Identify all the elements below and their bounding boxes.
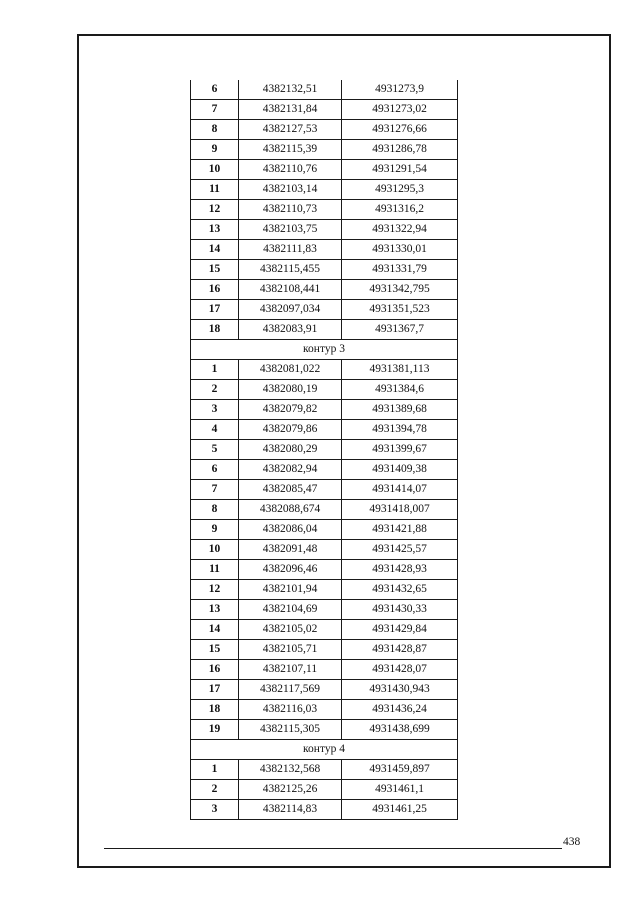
point-number: 18 <box>191 700 239 720</box>
point-number: 18 <box>191 320 239 340</box>
table-row <box>191 180 458 200</box>
point-number: 6 <box>191 80 239 100</box>
x-coordinate: 4382116,03 <box>239 700 342 720</box>
x-coordinate: 4382111,83 <box>239 240 342 260</box>
table-row <box>191 100 458 120</box>
table-row <box>191 620 458 640</box>
x-coordinate: 4382114,83 <box>239 800 342 820</box>
point-number: 15 <box>191 260 239 280</box>
contour-label: контур 3 <box>191 340 458 360</box>
y-coordinate: 4931421,88 <box>342 520 458 540</box>
x-coordinate: 4382082,94 <box>239 460 342 480</box>
table-row <box>191 120 458 140</box>
point-number: 4 <box>191 420 239 440</box>
x-coordinate: 4382085,47 <box>239 480 342 500</box>
table-row <box>191 760 458 780</box>
point-number: 17 <box>191 300 239 320</box>
table-row <box>191 220 458 240</box>
table-row <box>191 720 458 740</box>
y-coordinate: 4931430,33 <box>342 600 458 620</box>
x-coordinate: 4382107,11 <box>239 660 342 680</box>
y-coordinate: 4931322,94 <box>342 220 458 240</box>
y-coordinate: 4931367,7 <box>342 320 458 340</box>
y-coordinate: 4931461,25 <box>342 800 458 820</box>
point-number: 1 <box>191 760 239 780</box>
table-row <box>191 580 458 600</box>
x-coordinate: 4382105,71 <box>239 640 342 660</box>
y-coordinate: 4931330,01 <box>342 240 458 260</box>
table-row <box>191 320 458 340</box>
point-number: 17 <box>191 680 239 700</box>
x-coordinate: 4382083,91 <box>239 320 342 340</box>
x-coordinate: 4382132,568 <box>239 760 342 780</box>
table-row <box>191 420 458 440</box>
x-coordinate: 4382115,455 <box>239 260 342 280</box>
x-coordinate: 4382086,04 <box>239 520 342 540</box>
y-coordinate: 4931436,24 <box>342 700 458 720</box>
y-coordinate: 4931316,2 <box>342 200 458 220</box>
table-row <box>191 480 458 500</box>
contour-header-row <box>191 740 458 760</box>
table-row <box>191 360 458 380</box>
point-number: 14 <box>191 620 239 640</box>
table-row <box>191 780 458 800</box>
table-row <box>191 600 458 620</box>
y-coordinate: 4931342,795 <box>342 280 458 300</box>
point-number: 11 <box>191 560 239 580</box>
point-number: 8 <box>191 500 239 520</box>
x-coordinate: 4382127,53 <box>239 120 342 140</box>
point-number: 2 <box>191 380 239 400</box>
table-row <box>191 660 458 680</box>
y-coordinate: 4931428,93 <box>342 560 458 580</box>
y-coordinate: 4931389,68 <box>342 400 458 420</box>
y-coordinate: 4931273,9 <box>342 80 458 100</box>
point-number: 14 <box>191 240 239 260</box>
point-number: 10 <box>191 540 239 560</box>
x-coordinate: 4382115,39 <box>239 140 342 160</box>
point-number: 9 <box>191 140 239 160</box>
point-number: 16 <box>191 280 239 300</box>
point-number: 8 <box>191 120 239 140</box>
point-number: 3 <box>191 400 239 420</box>
table-row <box>191 440 458 460</box>
y-coordinate: 4931384,6 <box>342 380 458 400</box>
x-coordinate: 4382132,51 <box>239 80 342 100</box>
y-coordinate: 4931409,38 <box>342 460 458 480</box>
x-coordinate: 4382105,02 <box>239 620 342 640</box>
table-row <box>191 640 458 660</box>
table-row <box>191 140 458 160</box>
table-row <box>191 560 458 580</box>
point-number: 15 <box>191 640 239 660</box>
point-number: 13 <box>191 600 239 620</box>
point-number: 10 <box>191 160 239 180</box>
x-coordinate: 4382079,86 <box>239 420 342 440</box>
contour-label: контур 4 <box>191 740 458 760</box>
y-coordinate: 4931381,113 <box>342 360 458 380</box>
y-coordinate: 4931425,57 <box>342 540 458 560</box>
x-coordinate: 4382110,76 <box>239 160 342 180</box>
table-row <box>191 240 458 260</box>
y-coordinate: 4931286,78 <box>342 140 458 160</box>
y-coordinate: 4931351,523 <box>342 300 458 320</box>
x-coordinate: 4382088,674 <box>239 500 342 520</box>
table-row <box>191 200 458 220</box>
x-coordinate: 4382103,14 <box>239 180 342 200</box>
y-coordinate: 4931459,897 <box>342 760 458 780</box>
y-coordinate: 4931291,54 <box>342 160 458 180</box>
y-coordinate: 4931438,699 <box>342 720 458 740</box>
table-row <box>191 700 458 720</box>
y-coordinate: 4931429,84 <box>342 620 458 640</box>
x-coordinate: 4382104,69 <box>239 600 342 620</box>
y-coordinate: 4931394,78 <box>342 420 458 440</box>
table-row <box>191 400 458 420</box>
point-number: 12 <box>191 580 239 600</box>
x-coordinate: 4382110,73 <box>239 200 342 220</box>
point-number: 12 <box>191 200 239 220</box>
x-coordinate: 4382101,94 <box>239 580 342 600</box>
x-coordinate: 4382080,29 <box>239 440 342 460</box>
table-row <box>191 160 458 180</box>
point-number: 7 <box>191 480 239 500</box>
table-row <box>191 280 458 300</box>
x-coordinate: 4382103,75 <box>239 220 342 240</box>
y-coordinate: 4931428,87 <box>342 640 458 660</box>
table-row <box>191 380 458 400</box>
contour-header-row <box>191 340 458 360</box>
point-number: 1 <box>191 360 239 380</box>
y-coordinate: 4931331,79 <box>342 260 458 280</box>
table-row <box>191 500 458 520</box>
y-coordinate: 4931295,3 <box>342 180 458 200</box>
x-coordinate: 4382097,034 <box>239 300 342 320</box>
y-coordinate: 4931399,67 <box>342 440 458 460</box>
footer-rule <box>104 848 562 849</box>
x-coordinate: 4382081,022 <box>239 360 342 380</box>
table-row <box>191 680 458 700</box>
point-number: 3 <box>191 800 239 820</box>
table-row <box>191 520 458 540</box>
x-coordinate: 4382096,46 <box>239 560 342 580</box>
x-coordinate: 4382125,26 <box>239 780 342 800</box>
point-number: 9 <box>191 520 239 540</box>
table-row <box>191 800 458 820</box>
y-coordinate: 4931276,66 <box>342 120 458 140</box>
y-coordinate: 4931414,07 <box>342 480 458 500</box>
coordinates-table <box>190 80 458 820</box>
point-number: 13 <box>191 220 239 240</box>
table-row <box>191 300 458 320</box>
x-coordinate: 4382108,441 <box>239 280 342 300</box>
point-number: 16 <box>191 660 239 680</box>
table-row <box>191 80 458 100</box>
y-coordinate: 4931418,007 <box>342 500 458 520</box>
x-coordinate: 4382091,48 <box>239 540 342 560</box>
x-coordinate: 4382117,569 <box>239 680 342 700</box>
point-number: 6 <box>191 460 239 480</box>
x-coordinate: 4382131,84 <box>239 100 342 120</box>
x-coordinate: 4382115,305 <box>239 720 342 740</box>
y-coordinate: 4931430,943 <box>342 680 458 700</box>
point-number: 19 <box>191 720 239 740</box>
y-coordinate: 4931428,07 <box>342 660 458 680</box>
table-row <box>191 460 458 480</box>
point-number: 7 <box>191 100 239 120</box>
y-coordinate: 4931461,1 <box>342 780 458 800</box>
x-coordinate: 4382080,19 <box>239 380 342 400</box>
point-number: 5 <box>191 440 239 460</box>
table-row <box>191 260 458 280</box>
point-number: 11 <box>191 180 239 200</box>
point-number: 2 <box>191 780 239 800</box>
y-coordinate: 4931432,65 <box>342 580 458 600</box>
page-number: 438 <box>563 836 581 848</box>
y-coordinate: 4931273,02 <box>342 100 458 120</box>
x-coordinate: 4382079,82 <box>239 400 342 420</box>
table-row <box>191 540 458 560</box>
